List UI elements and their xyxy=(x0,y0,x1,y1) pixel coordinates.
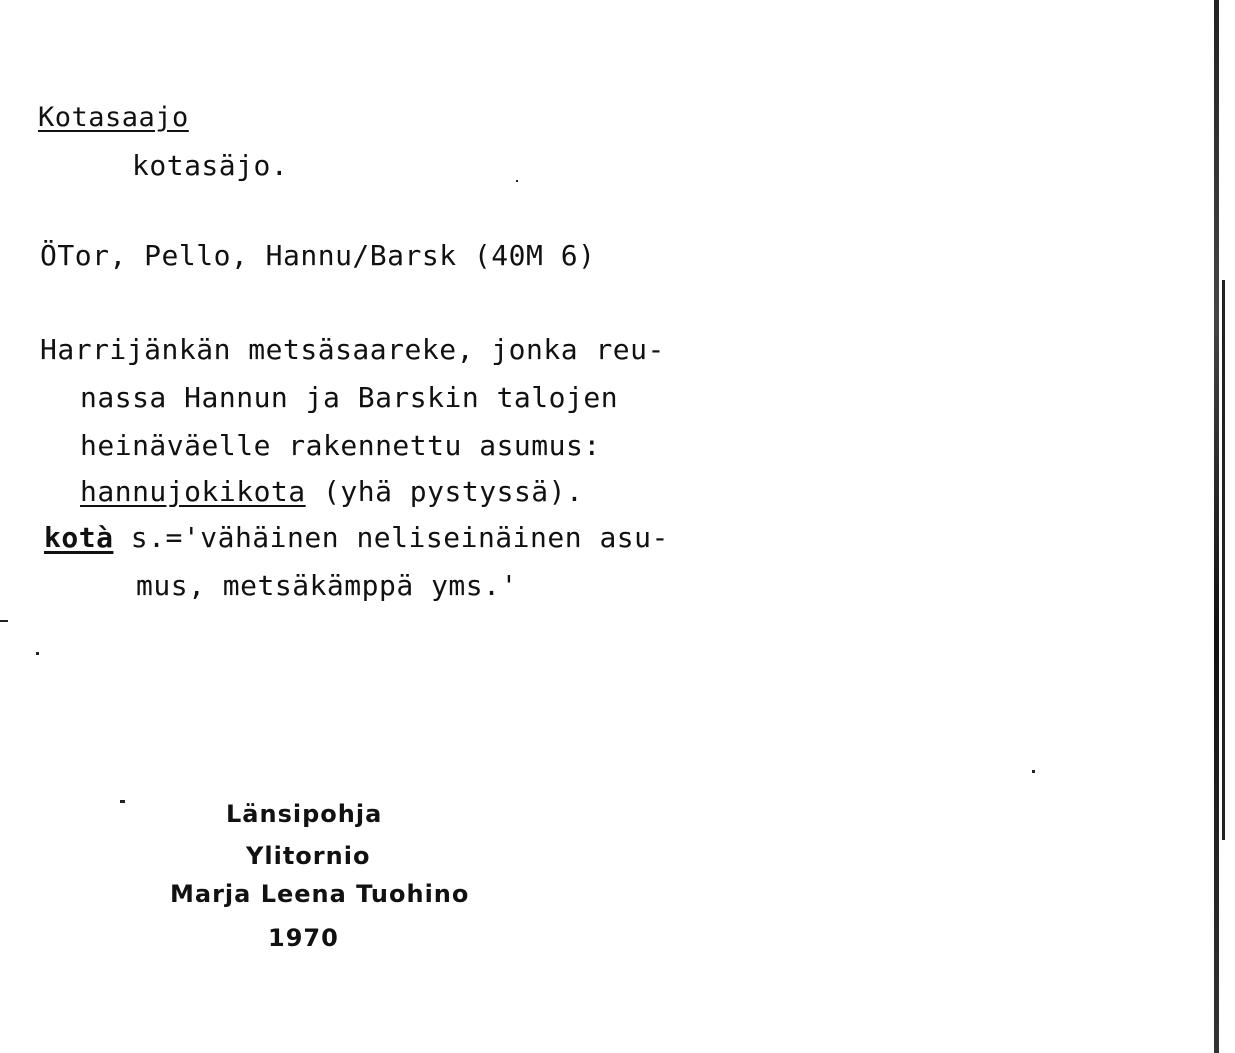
stamp-parish: Ylitornio xyxy=(246,842,371,870)
gloss-line-1 xyxy=(44,522,669,554)
definition-line-3: heinäväelle rakennettu asumus: xyxy=(80,429,601,462)
scan-speck xyxy=(120,800,125,803)
card-edge-shadow xyxy=(1222,280,1225,840)
pronunciation: kotasäjo. xyxy=(132,149,289,182)
scan-speck xyxy=(516,180,518,182)
source-reference: ÖTor, Pello, Hannu/Barsk (40M 6) xyxy=(40,239,596,272)
definition-line-4 xyxy=(80,476,583,508)
gloss-line-2: mus, metsäkämppä yms.' xyxy=(136,569,518,602)
example-note: (yhä pystyssä). xyxy=(323,475,584,508)
example-term: hannujokikota xyxy=(80,475,306,508)
headword: Kotasaajo xyxy=(38,102,189,133)
scan-speck xyxy=(36,652,39,655)
stamp-region: Länsipohja xyxy=(226,800,383,828)
gloss-term: kotà xyxy=(44,521,114,554)
definition-line-1: Harrijänkän metsäsaareke, jonka reu- xyxy=(40,333,665,366)
scan-speck xyxy=(1032,770,1035,773)
stamp-year: 1970 xyxy=(268,924,339,952)
card-edge-line xyxy=(1214,0,1219,1053)
gloss-text-1: s.='vähäinen neliseinäinen asu- xyxy=(130,521,669,554)
stamp-collector: Marja Leena Tuohino xyxy=(170,880,470,908)
definition-line-2: nassa Hannun ja Barskin talojen xyxy=(80,381,619,414)
scan-speck xyxy=(0,620,8,622)
